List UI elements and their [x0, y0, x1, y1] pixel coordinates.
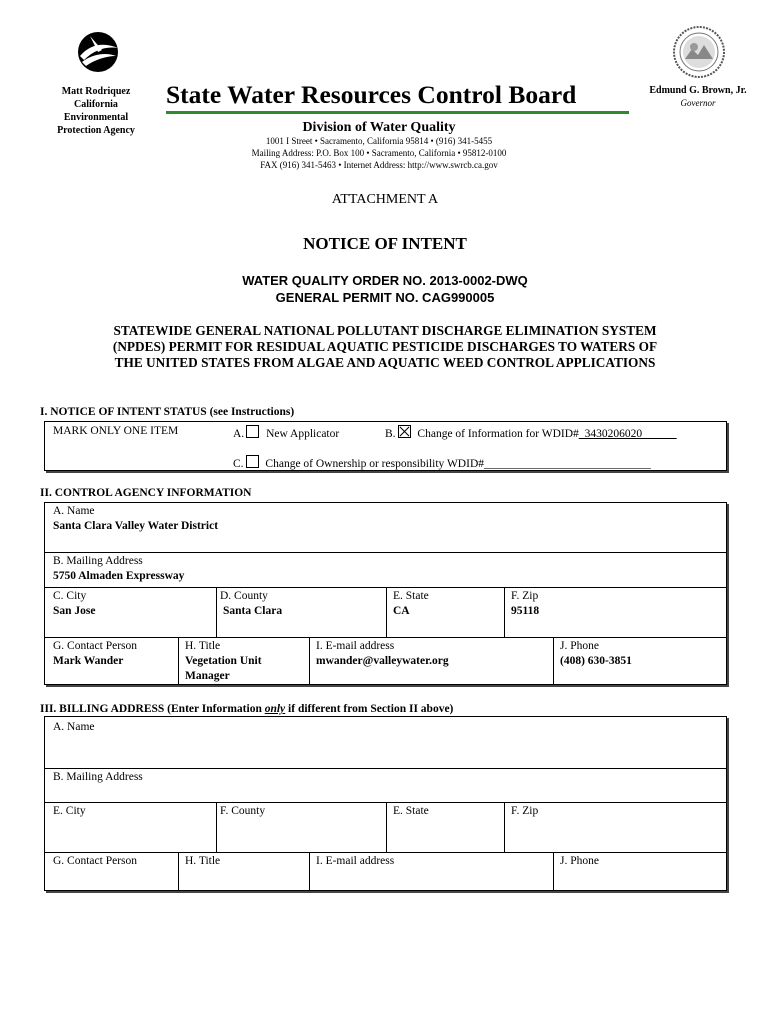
billing-city-cell[interactable] [45, 803, 217, 853]
billing-mailing-label: B. Mailing Address [53, 771, 143, 783]
billing-state-cell[interactable] [387, 803, 505, 853]
billing-email-label: I. E-mail address [316, 855, 395, 867]
billing-name-label: A. Name [53, 721, 95, 733]
left-agency-line: Environmental [63, 112, 129, 123]
section-3-heading-pre: III. BILLING ADDRESS (Enter Information [40, 703, 265, 715]
section-3-heading [40, 703, 453, 715]
option-b-prefix: B. [385, 428, 396, 440]
agency-email-cell[interactable] [310, 638, 554, 684]
section-2-heading: II. CONTROL AGENCY INFORMATION [40, 487, 252, 499]
agency-contact-label: G. Contact Person [53, 640, 138, 652]
option-a-label: New Applicator [266, 428, 340, 440]
billing-state-label: E. State [393, 805, 429, 817]
option-a-prefix: A. [233, 428, 245, 440]
section-3-heading-post: if different from Section II above) [285, 703, 454, 715]
billing-county-cell[interactable] [217, 803, 387, 853]
billing-city-label: E. City [53, 805, 86, 817]
agency-city-cell[interactable] [45, 588, 217, 638]
calepa-logo-icon [76, 30, 120, 74]
agency-name-label: A. Name [53, 505, 95, 517]
permit-number: GENERAL PERMIT NO. CAG990005 [275, 290, 495, 305]
agency-city-label: C. City [53, 590, 87, 602]
permit-statement-line: THE UNITED STATES FROM ALGAE AND AQUATIC WEED CONTROL APPLICATIONS [114, 355, 656, 370]
address-line: Mailing Address: P.O. Box 100 • Sacramento, California • 95812-0100 [251, 148, 507, 158]
billing-phone-cell[interactable] [554, 853, 726, 890]
section-3-box [44, 716, 727, 891]
agency-name-value: Santa Clara Valley Water District [53, 520, 219, 532]
order-number: WATER QUALITY ORDER NO. 2013-0002-DWQ [242, 273, 528, 288]
governor-name: Edmund G. Brown, Jr. [649, 85, 747, 96]
permit-statement-line: STATEWIDE GENERAL NATIONAL POLLUTANT DISCHARGE ELIMINATION SYSTEM [113, 323, 657, 338]
agency-county-label: D. County [220, 590, 268, 602]
billing-name-cell[interactable] [45, 717, 726, 769]
title-rule [166, 111, 629, 114]
section-1-heading: I. NOTICE OF INTENT STATUS (see Instructions) [40, 406, 295, 418]
billing-title-label: H. Title [185, 855, 221, 867]
option-a[interactable] [233, 425, 339, 440]
agency-phone-label: J. Phone [560, 640, 599, 652]
agency-zip-label: F. Zip [511, 590, 539, 602]
section-2-box [44, 502, 727, 685]
california-seal-icon [672, 25, 726, 79]
attachment-heading: ATTACHMENT A [331, 192, 439, 207]
governor-title: Governor [680, 98, 716, 108]
agency-contact-cell[interactable] [45, 638, 179, 684]
billing-zip-label: F. Zip [511, 805, 539, 817]
ownership-wdid-field[interactable]: _____________________________ [484, 458, 651, 470]
agency-zip-value: 95118 [511, 605, 540, 617]
agency-title-value: Manager [185, 670, 230, 682]
change-of-ownership-checkbox[interactable] [246, 455, 259, 468]
agency-title-label: H. Title [185, 640, 221, 652]
option-c-label: Change of Ownership or responsibility WDID# [265, 458, 484, 470]
billing-email-cell[interactable] [310, 853, 554, 890]
new-applicator-checkbox[interactable] [246, 425, 259, 438]
option-c-prefix: C. [233, 458, 244, 470]
agency-email-label: I. E-mail address [316, 640, 395, 652]
billing-zip-cell[interactable] [505, 803, 726, 853]
agency-email-value: mwander@valleywater.org [316, 655, 449, 667]
billing-phone-label: J. Phone [560, 855, 599, 867]
permit-statement-line: (NPDES) PERMIT FOR RESIDUAL AQUATIC PESTICIDE DISCHARGES TO WATERS OF [112, 339, 658, 354]
notice-heading: NOTICE OF INTENT [303, 234, 467, 253]
billing-title-cell[interactable] [179, 853, 310, 890]
agency-county-value: Santa Clara [223, 605, 283, 617]
wdid-value[interactable]: _3430206020______ [578, 428, 677, 440]
billing-contact-label: G. Contact Person [53, 855, 138, 867]
address-line: 1001 I Street • Sacramento, California 95814 • (916) 341-5455 [265, 136, 493, 146]
board-title: State Water Resources Control Board [166, 80, 577, 109]
agency-title-value: Vegetation Unit [185, 655, 262, 667]
agency-name-cell[interactable] [45, 503, 726, 553]
billing-contact-cell[interactable] [45, 853, 179, 890]
agency-state-cell[interactable] [387, 588, 505, 638]
section-3-heading-emphasis: only [264, 703, 286, 715]
agency-state-value: CA [393, 605, 410, 617]
billing-county-label: F. County [220, 805, 266, 817]
agency-phone-cell[interactable] [554, 638, 726, 684]
division-title: Division of Water Quality [302, 120, 456, 135]
billing-mailing-cell[interactable] [45, 769, 726, 803]
section-1-box [44, 421, 727, 471]
option-c[interactable] [233, 455, 651, 470]
option-b-label: Change of Information for WDID# [417, 428, 579, 440]
agency-county-cell[interactable] [217, 588, 387, 638]
left-agency-line: California [74, 99, 118, 110]
agency-mailing-value: 5750 Almaden Expressway [53, 570, 185, 582]
left-agency-line: Protection Agency [57, 125, 135, 136]
agency-mailing-cell[interactable] [45, 553, 726, 588]
mark-only-label: MARK ONLY ONE ITEM [53, 425, 179, 437]
option-b[interactable] [385, 425, 677, 440]
address-line: FAX (916) 341-5463 • Internet Address: http://www.swrcb.ca.gov [260, 160, 498, 170]
left-agency-line: Matt Rodriquez [61, 86, 131, 97]
agency-title-cell[interactable] [179, 638, 310, 684]
agency-zip-cell[interactable] [505, 588, 726, 638]
agency-contact-value: Mark Wander [53, 655, 124, 667]
agency-city-value: San Jose [53, 605, 96, 617]
agency-mailing-label: B. Mailing Address [53, 555, 143, 567]
agency-phone-value: (408) 630-3851 [560, 655, 632, 667]
change-of-information-checkbox[interactable] [398, 425, 411, 438]
agency-state-label: E. State [393, 590, 429, 602]
left-agency-block [48, 85, 144, 137]
